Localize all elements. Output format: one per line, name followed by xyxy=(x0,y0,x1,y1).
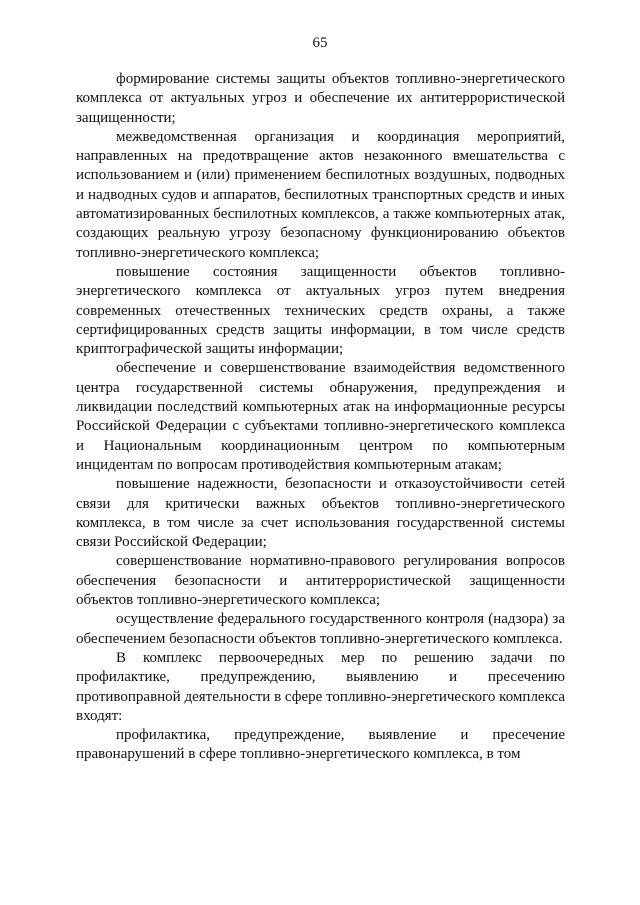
paragraph: осуществление федерального государственного контроля (надзора) за обеспечением безопасности объектов топливно-энергетического комплекса. xyxy=(76,611,565,647)
paragraph: совершенствование нормативно-правового регулирования вопросов обеспечения безопасности и антитеррористической защищенности объектов топливно-энергетического комплекса; xyxy=(76,553,565,609)
document-body xyxy=(76,70,565,765)
paragraph: обеспечение и совершенствование взаимодействия ведомственного центра государственной системы обнаружения, предупреждения и ликвидации последствий компьютерных атак на информационные ресурсы Российской Федерации с субъектами топливно-энергетического комплекса и Национальным координационным центром по компьютерным инцидентам по вопросам противодействия компьютерным атакам; xyxy=(76,360,565,473)
paragraph: формирование системы защиты объектов топливно-энергетического комплекса от актуальных угроз и обеспечение их антитеррористической защищенности; xyxy=(76,71,565,126)
paragraph: профилактика, предупреждение, выявление и пресечение правонарушений в сфере топливно-энергетического комплекса, в том xyxy=(76,727,565,763)
paragraph: В комплекс первоочередных мер по решению задачи по профилактике, предупреждению, выявлению и пресечению противоправной деятельности в сфере топливно-энергетического комплекса входят: xyxy=(76,649,565,724)
paragraph: повышение состояния защищенности объектов топливно-энергетического комплекса от актуальных угроз путем внедрения современных отечественных технических средств охраны, а также сертифицированных средств защиты информации, в том числе средств криптографической защиты информации; xyxy=(76,263,565,358)
page-number: 65 xyxy=(312,35,328,51)
paragraph: межведомственная организация и координация мероприятий, направленных на предотвращение актов незаконного вмешательства с использованием и (или) применением беспилотных воздушных, подводных и надводных судов и аппаратов, беспилотных транспортных средств и иных автоматизированных беспилотных комплексов, а также компьютерных атак, создающих реальную угрозу безопасному функционированию объектов топливно-энергетического комплекса; xyxy=(76,128,565,261)
paragraph: повышение надежности, безопасности и отказоустойчивости сетей связи для критически важных объектов топливно-энергетического комплекса, в том числе за счет использования государственной системы связи Российской Федерации; xyxy=(76,476,565,551)
